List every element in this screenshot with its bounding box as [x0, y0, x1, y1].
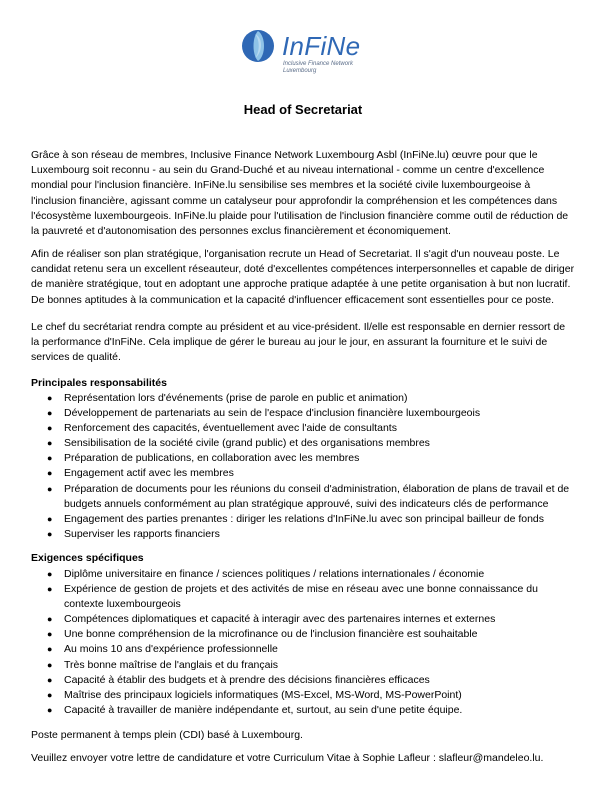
list-item: ● Superviser les rapports financiers: [31, 527, 576, 542]
page-title: Head of Secretariat: [243, 102, 363, 117]
bullet-icon: ●: [47, 659, 53, 670]
list-item: ● Très bonne maîtrise de l'anglais et du français: [31, 658, 576, 673]
logo-location: Luxembourg: [283, 68, 317, 74]
requirements-list: [31, 567, 576, 718]
list-item: ● Représentation lors d'événements (prise de parole en public et animation): [31, 391, 576, 406]
infine-logo: [240, 28, 370, 78]
bullet-icon: ●: [47, 468, 53, 479]
bullet-icon: ●: [47, 704, 53, 715]
responsibilities-heading: Principales responsabilités: [31, 377, 167, 389]
list-item: ● Développement de partenariats au sein de l'espace d'inclusion financière luxembourgeois: [31, 406, 576, 421]
bullet-icon: ●: [47, 569, 53, 579]
bullet-icon: ●: [47, 644, 53, 655]
list-item: ● Engagement actif avec les membres: [31, 466, 576, 481]
bullet-icon: ●: [47, 674, 53, 685]
list-item: ● Préparation de publications, en collaboration avec les membres: [31, 451, 576, 466]
logo-wordmark: InFiNe: [282, 31, 361, 61]
requirements-heading: Exigences spécifiques: [31, 552, 144, 564]
strategy-paragraph: Afin de réaliser son plan stratégique, l'organisation recrute un Head of Secretariat. Il s'agit d'un nouveau poste. Le candidat retenu sera un excellent réseauteur, doté d'excellentes compétences interpersonnelles et capable de diriger de manière stratégique, tout en adoptant une approche pratique adaptée à une petite organisation à but non lucratif. De bonnes aptitudes à la communication et la capacité d'influencer efficacement sont essentielles pour ce poste.: [31, 248, 575, 306]
list-item: ● Maîtrise des principaux logiciels informatiques (MS-Excel, MS-Word, MS-PowerPoint): [31, 688, 576, 703]
bullet-icon: ●: [47, 423, 53, 434]
contract-line: Poste permanent à temps plein (CDI) basé à Luxembourg.: [31, 729, 303, 741]
application-line: Veuillez envoyer votre lettre de candidature et votre Curriculum Vitae à Sophie Lafleur : slafleur@mandeleo.lu.: [31, 752, 544, 764]
list-item: ● Capacité à travailler de manière indépendante et, surtout, au sein d'une petite équipe.: [31, 703, 576, 718]
list-item: ● Diplôme universitaire en finance / sciences politiques / relations internationales / économie: [31, 567, 576, 582]
bullet-icon: ●: [47, 584, 53, 595]
bullet-icon: ●: [47, 629, 53, 640]
bullet-icon: ●: [47, 438, 53, 449]
bullet-icon: ●: [47, 408, 53, 419]
infine-logo-mark-icon: [240, 28, 276, 64]
list-item: ● Une bonne compréhension de la microfinance ou de l'inclusion financière est souhaitable: [31, 627, 576, 642]
logo-subtitle: Inclusive Finance Network: [283, 61, 354, 67]
list-item: ● Renforcement des capacités, éventuellement avec l'aide de consultants: [31, 421, 576, 436]
bullet-icon: ●: [47, 614, 53, 625]
list-item: ● Sensibilisation de la société civile (grand public) et des organisations membres: [31, 436, 576, 451]
list-item: ● Expérience de gestion de projets et des activités de mise en réseau avec une bonne connaissance du contexte luxembourgeois: [47, 583, 538, 611]
bullet-icon: ●: [47, 393, 53, 403]
bullet-icon: ●: [47, 513, 53, 524]
bullet-icon: ●: [47, 453, 53, 464]
bullet-icon: ●: [47, 483, 53, 494]
bullet-icon: ●: [47, 528, 53, 539]
list-item: ● Au moins 10 ans d'expérience professionnelle: [31, 642, 576, 657]
list-item: ● Préparation de documents pour les réunions du conseil d'administration, élaboration de plans de travail et de budgets annuels conformément au plan stratégique approuvé, suivi des indicateurs clés de performance: [47, 482, 570, 510]
list-item: ● Capacité à établir des budgets et à prendre des décisions financières efficaces: [31, 673, 576, 688]
intro-paragraph: Grâce à son réseau de membres, Inclusive Finance Network Luxembourg Asbl (InFiNe.lu) œuvre pour que le Luxembourg soit reconnu - au sein du Grand-Duché et au niveau international - comme un centre d'excellence mondial pour l'inclusion financière. InFiNe.lu sensibilise ses membres et la société civile luxembourgeoise à l'inclusion financière, agissant comme un catalyseur pour approfondir la compréhension et les compétences dans l'écosystème luxembourgeois. InFiNe.lu plaide pour l'utilisation de l'inclusion financière comme outil de réduction de la pauvreté et d'autonomisation des personnes exclus financièrement et économiquement.: [31, 149, 569, 238]
bullet-icon: ●: [47, 689, 53, 700]
list-item: ● Compétences diplomatiques et capacité à interagir avec des partenaires internes et externes: [31, 612, 576, 627]
list-item: ● Engagement des parties prenantes : diriger les relations d'InFiNe.lu avec son principal bailleur de fonds: [31, 512, 576, 527]
responsibilities-list: [31, 391, 576, 542]
reporting-paragraph: Le chef du secrétariat rendra compte au président et au vice-président. Il/elle est responsable en dernier ressort de la performance d'InFiNe. Cela implique de gérer le bureau au jour le jour, en assurant la fourniture et le suivi de services de qualité.: [31, 321, 566, 364]
